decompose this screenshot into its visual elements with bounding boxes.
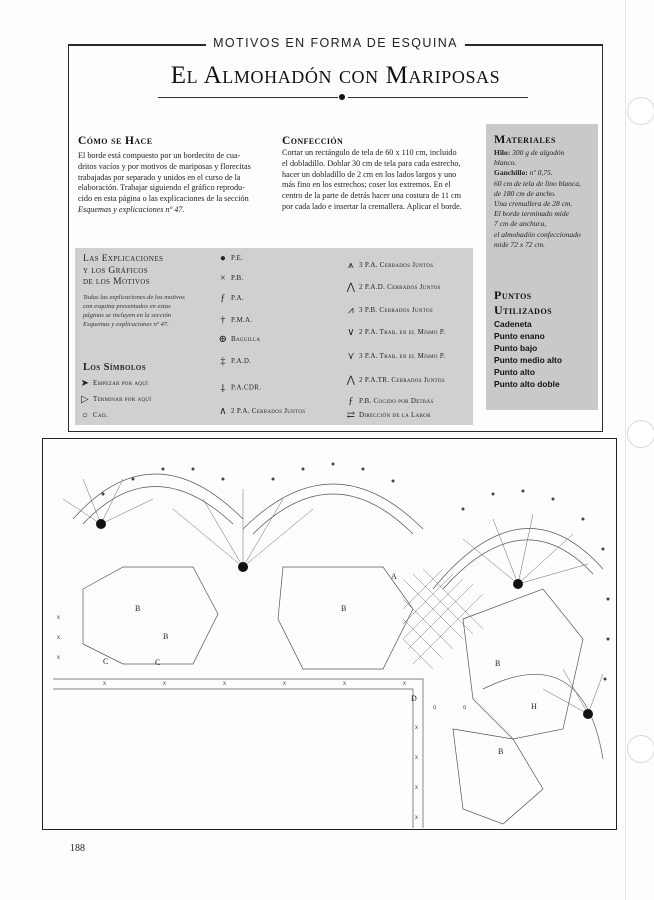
motif-outline (83, 567, 218, 664)
two-dc-together-icon: ∧ (219, 406, 227, 417)
como-se-hace-text: El borde está compuesto por un bordecito de cua- dritos vacíos y por motivos de mariposas y florecitas trabajadas por separado y unidos en el curso de la elaboración. Trabajar siguiendo el gráfico reprodu- cido en esta página o las explicaciones de la sección Esquemas y explicaciones nº 47. (78, 151, 251, 214)
legend-item-end: ▷ Terminar por aquí (77, 394, 151, 405)
svg-text:o: o (463, 705, 467, 711)
legend-item-3pa-same: ⋎ 3 P.A. Trab. en el Mismo P. (343, 351, 445, 362)
list-item: Punto medio alto (494, 355, 562, 365)
legend-item-pad: ‡ P.A.D. (215, 356, 251, 367)
legend-item-chain: ○ Cad. (77, 410, 108, 421)
svg-text:x: x (415, 725, 418, 731)
explicaciones-heading: Las Explicaciones y los Gráficos de los Motivos (83, 254, 164, 287)
double-treble-icon: ⸸ (220, 384, 226, 395)
title-rule-left (158, 97, 338, 98)
svg-text:x: x (403, 681, 406, 687)
legend-item-2pad: ⋀ 2 P.A.D. Cerrados Juntos (343, 282, 441, 293)
section-kicker: MOTIVOS EN FORMA DE ESQUINA (213, 36, 458, 50)
arrow-end-icon: ▷ (81, 394, 89, 405)
svg-text:x: x (163, 681, 166, 687)
stitch-list (494, 318, 562, 390)
title-ornament-dot (339, 94, 345, 100)
svg-text:o: o (433, 705, 437, 711)
motif-outline (278, 567, 413, 669)
materiales-heading: Materiales (494, 132, 556, 146)
simbolos-heading: Los Símbolos (83, 362, 147, 373)
fan-arc (73, 474, 243, 519)
mesh-grid (403, 569, 483, 669)
list-item: Punto alto (494, 367, 535, 377)
explicaciones-note: Todas las explicaciones de los motivos con esquina presentados en estas páginas se incluyen en la sección Esquemas y explicaciones nº 47. (83, 294, 185, 328)
legend-item-pma: † P.M.A. (215, 315, 252, 326)
double-crochet-icon: ƒ (220, 293, 226, 304)
bobble-icon: ⊕ (218, 334, 228, 345)
chart-label: B (135, 604, 141, 613)
legend-item-pa: ƒ P.A. (215, 293, 244, 304)
legend-item-pb: × P.B. (215, 273, 244, 284)
legend-item-baguilla: ⊕ Baguilla (215, 334, 260, 345)
legend-item-pe: ● P.E. (215, 253, 243, 264)
work-direction-icon: ⇄ (346, 410, 356, 421)
two-tr-together-icon: ⋀ (346, 282, 356, 293)
svg-text:x: x (415, 785, 418, 791)
fan-arc (253, 494, 413, 534)
svg-text:x: x (415, 755, 418, 761)
legend-item-2pa-same: ∨ 2 P.A. Trab. en el Mismo P. (343, 327, 445, 338)
legend-item-direction: ⇄ Dirección de la Labor (343, 410, 431, 421)
binder-hole (627, 97, 654, 125)
half-double-icon: † (220, 315, 226, 326)
three-dc-together-icon: ⩚ (348, 260, 354, 271)
list-item: Punto bajo (494, 343, 538, 353)
svg-text:x: x (57, 615, 60, 621)
crochet-chart-frame (42, 438, 617, 830)
confeccion-text: Cortar un rectángulo de tela de 60 x 110 cm, incluido el dobladillo. Doblar 30 cm de tela para cada estrecho, hacer un dobladillo de 2 cm en los lados largos y uno más fino en los estrechos; coser los extremos. En el centro de la parte de detrás hacer una costura de 11 cm por cada lado e insertar la cremallera. Aplicar el borde. (282, 148, 462, 211)
list-item: Cadeneta (494, 319, 532, 329)
three-tr-together-icon: ⩘ (348, 305, 354, 316)
motif-outline (463, 589, 583, 739)
page-title: El Almohadón con Mariposas (170, 62, 501, 89)
legend-item-2patr: ⋀ 2 P.A.TR. Cerrados Juntos (343, 375, 445, 386)
svg-text:x: x (223, 681, 226, 687)
svg-text:x: x (57, 635, 60, 641)
picot-dots (102, 463, 610, 681)
crochet-chart (43, 439, 615, 828)
como-se-hace-heading: Cómo se Hace (78, 135, 153, 147)
list-item: Punto enano (494, 331, 545, 341)
svg-text:x: x (343, 681, 346, 687)
svg-text:x: x (283, 681, 286, 687)
chart-label: D (411, 694, 417, 703)
symbols-legend-panel (75, 248, 473, 425)
svg-text:x: x (57, 655, 60, 661)
legend-item-3pa: ⩚ 3 P.A. Cerrados Juntos (343, 260, 433, 271)
confeccion-heading: Confección (282, 135, 344, 147)
chart-label: B (163, 632, 169, 641)
legend-item-3pb: ⩘ 3 P.B. Cerrados Juntos (343, 305, 433, 316)
row-marks (57, 615, 467, 821)
chart-label: C (103, 657, 109, 666)
fan-arc (243, 484, 423, 529)
binder-hole (627, 420, 654, 448)
back-loop-icon: ƒ (348, 396, 354, 407)
chart-label: B (498, 747, 504, 756)
motif-outline (453, 729, 543, 824)
legend-item-start: ➤ Empezar por aquí (77, 378, 148, 389)
binder-hole (627, 735, 654, 763)
chain-oval-icon: ○ (81, 410, 89, 421)
materials-panel (486, 124, 598, 410)
page-number: 188 (70, 843, 85, 854)
puntos-heading: Puntos Utilizados (494, 288, 553, 317)
svg-text:x: x (415, 815, 418, 821)
chart-label: C (155, 658, 161, 667)
svg-text:x: x (103, 681, 106, 687)
three-dc-same-icon: ⋎ (347, 351, 355, 362)
chart-label: B (341, 604, 347, 613)
legend-item-pb-back: ƒ P.B. Cogido por Detrás (343, 396, 434, 407)
chart-label: H (531, 702, 537, 711)
single-crochet-icon: × (220, 273, 226, 284)
treble-icon: ‡ (220, 356, 226, 367)
arrow-start-icon: ➤ (80, 378, 90, 389)
list-item: Punto alto doble (494, 379, 560, 389)
title-rule-right (348, 97, 528, 98)
legend-item-pacdr: ⸸ P.A.CDR. (215, 381, 261, 395)
two-dc-same-icon: ∨ (347, 327, 355, 338)
page-edge (625, 0, 626, 900)
chart-label: B (495, 659, 501, 668)
slip-stitch-icon: ● (219, 253, 227, 264)
chart-label: A (391, 572, 397, 581)
two-trtr-together-icon: ⋀ (346, 375, 356, 386)
legend-item-2pa: ∧ 2 P.A. Cerrados Juntos (215, 406, 305, 417)
materials-list: Hilo: 300 g de algodón blanco. Ganchillo: nº 0,75. 60 cm de tela de lino blanca, de 180 cm de ancho. Una cremallera de 28 cm. El borde terminado mide 7 cm de anchura, el almohadón confeccionado mide 72 x 72 cm. (494, 148, 581, 249)
